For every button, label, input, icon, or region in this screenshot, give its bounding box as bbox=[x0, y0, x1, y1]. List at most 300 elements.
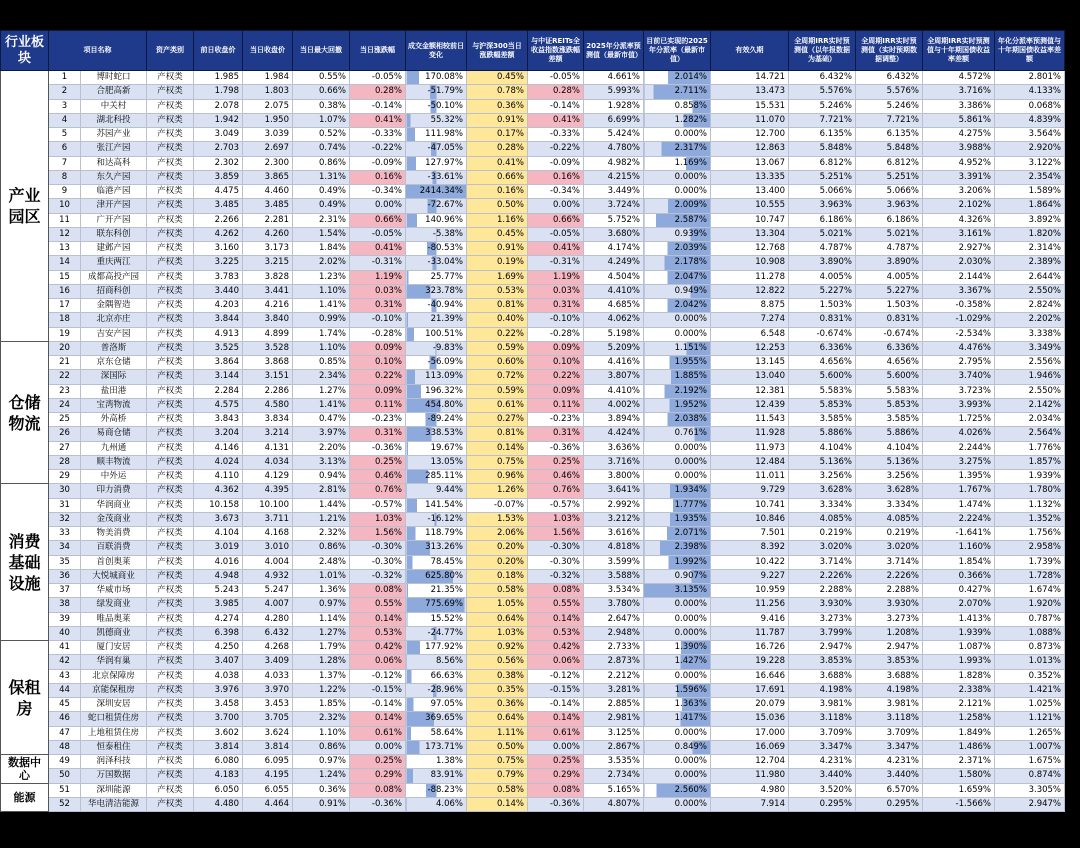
cell-prev-close: 4.146 bbox=[194, 441, 243, 455]
cell-yield-forecast: 3.281% bbox=[584, 683, 644, 697]
cell-yield-spread: 1.756% bbox=[995, 527, 1065, 541]
cell-volume-change: -51.79% bbox=[406, 85, 467, 99]
cell-asset-class: 产权类 bbox=[147, 71, 194, 85]
cell-project-name: 万国数据 bbox=[81, 769, 147, 783]
cell-irr-realtime: 6.812% bbox=[856, 156, 923, 170]
cell-duration: 11.980 bbox=[711, 769, 789, 783]
cell-row-index: 16 bbox=[49, 284, 81, 298]
cell-irr-realtime: 4.085% bbox=[856, 512, 923, 526]
cell-duration: 10.959 bbox=[711, 584, 789, 598]
cell-close: 6.055 bbox=[243, 783, 293, 797]
cell-close: 4.268 bbox=[243, 641, 293, 655]
cell-project-name: 凯德商业 bbox=[81, 626, 147, 640]
cell-vs-reits-index: -0.34% bbox=[528, 185, 584, 199]
cell-yield-forecast: 5.752% bbox=[584, 213, 644, 227]
cell-yield-forecast: 2.647% bbox=[584, 612, 644, 626]
cell-asset-class: 产权类 bbox=[147, 85, 194, 99]
cell-project-name: 华电清洁能源 bbox=[81, 797, 147, 811]
cell-prev-close: 4.262 bbox=[194, 227, 243, 241]
cell-yield-realized: 0.761% bbox=[644, 427, 711, 441]
cell-yield-spread: 2.920% bbox=[995, 142, 1065, 156]
cell-asset-class: 产权类 bbox=[147, 398, 194, 412]
cell-yield-realized: 2.042% bbox=[644, 299, 711, 313]
cell-yield-spread: 2.801% bbox=[995, 71, 1065, 85]
cell-project-name: 北京保障房 bbox=[81, 669, 147, 683]
cell-yield-realized: 2.317% bbox=[644, 142, 711, 156]
cell-row-index: 39 bbox=[49, 612, 81, 626]
cell-asset-class: 产权类 bbox=[147, 413, 194, 427]
cell-prev-close: 4.183 bbox=[194, 769, 243, 783]
cell-change: -0.30% bbox=[350, 541, 406, 555]
cell-irr-annual: 4.787% bbox=[789, 242, 856, 256]
cell-yield-forecast: 3.780% bbox=[584, 598, 644, 612]
cell-vs-csi300: 0.91% bbox=[467, 113, 528, 127]
cell-change: 1.03% bbox=[350, 512, 406, 526]
cell-yield-forecast: 2.212% bbox=[584, 669, 644, 683]
cell-asset-class: 产权类 bbox=[147, 541, 194, 555]
cell-irr-realtime: 3.118% bbox=[856, 712, 923, 726]
table-row bbox=[1, 170, 1065, 184]
cell-yield-spread: 1.589% bbox=[995, 185, 1065, 199]
table-row bbox=[1, 242, 1065, 256]
cell-irr-annual: 3.981% bbox=[789, 698, 856, 712]
cell-yield-forecast: 2.734% bbox=[584, 769, 644, 783]
cell-change: 0.11% bbox=[350, 398, 406, 412]
cell-duration: 10.747 bbox=[711, 213, 789, 227]
cell-vs-csi300: 0.92% bbox=[467, 641, 528, 655]
cell-max-drawdown: 2.32% bbox=[293, 712, 350, 726]
cell-yield-forecast: 5.165% bbox=[584, 783, 644, 797]
sector-label: 产业园区 bbox=[1, 71, 49, 342]
cell-close: 3.215 bbox=[243, 256, 293, 270]
cell-change: -0.05% bbox=[350, 71, 406, 85]
cell-yield-forecast: 2.948% bbox=[584, 626, 644, 640]
cell-asset-class: 产权类 bbox=[147, 199, 194, 213]
cell-volume-change: -24.77% bbox=[406, 626, 467, 640]
cell-vs-csi300: 2.06% bbox=[467, 527, 528, 541]
cell-yield-realized: 2.560% bbox=[644, 783, 711, 797]
cell-yield-forecast: 5.209% bbox=[584, 341, 644, 355]
cell-change: -0.05% bbox=[350, 227, 406, 241]
cell-yield-realized: 2.047% bbox=[644, 270, 711, 284]
cell-yield-forecast: 4.685% bbox=[584, 299, 644, 313]
cell-irr-spread: 3.386% bbox=[923, 99, 995, 113]
table-row bbox=[1, 128, 1065, 142]
cell-change: -0.36% bbox=[350, 797, 406, 811]
cell-irr-spread: 3.740% bbox=[923, 370, 995, 384]
table-row bbox=[1, 698, 1065, 712]
cell-yield-forecast: 4.416% bbox=[584, 356, 644, 370]
cell-close: 3.453 bbox=[243, 698, 293, 712]
cell-irr-annual: 3.273% bbox=[789, 612, 856, 626]
cell-change: -0.57% bbox=[350, 498, 406, 512]
cell-yield-forecast: 4.215% bbox=[584, 170, 644, 184]
cell-vs-csi300: 0.91% bbox=[467, 242, 528, 256]
cell-row-index: 8 bbox=[49, 170, 81, 184]
cell-irr-annual: 3.347% bbox=[789, 740, 856, 754]
cell-yield-forecast: 1.928% bbox=[584, 99, 644, 113]
cell-prev-close: 6.050 bbox=[194, 783, 243, 797]
cell-close: 5.247 bbox=[243, 584, 293, 598]
cell-project-name: 大悦城商业 bbox=[81, 569, 147, 583]
cell-irr-spread: 1.160% bbox=[923, 541, 995, 555]
cell-vs-csi300: 0.81% bbox=[467, 427, 528, 441]
cell-row-index: 21 bbox=[49, 356, 81, 370]
cell-asset-class: 产权类 bbox=[147, 555, 194, 569]
cell-yield-forecast: 4.002% bbox=[584, 398, 644, 412]
table-row bbox=[1, 398, 1065, 412]
cell-project-name: 招商科创 bbox=[81, 284, 147, 298]
cell-vs-reits-index: 0.14% bbox=[528, 712, 584, 726]
cell-irr-spread: 3.723% bbox=[923, 384, 995, 398]
cell-close: 3.868 bbox=[243, 356, 293, 370]
cell-volume-change: 113.09% bbox=[406, 370, 467, 384]
cell-yield-realized: 0.949% bbox=[644, 284, 711, 298]
cell-irr-annual: 3.930% bbox=[789, 598, 856, 612]
cell-irr-annual: 5.576% bbox=[789, 85, 856, 99]
cell-yield-forecast: 4.780% bbox=[584, 142, 644, 156]
cell-yield-realized: 2.587% bbox=[644, 213, 711, 227]
cell-irr-annual: 5.066% bbox=[789, 185, 856, 199]
cell-duration: 17.000 bbox=[711, 726, 789, 740]
cell-vs-csi300: 0.59% bbox=[467, 384, 528, 398]
cell-change: 0.16% bbox=[350, 170, 406, 184]
cell-yield-realized: 3.135% bbox=[644, 584, 711, 598]
cell-irr-realtime: 3.347% bbox=[856, 740, 923, 754]
cell-volume-change: 55.32% bbox=[406, 113, 467, 127]
table-row bbox=[1, 413, 1065, 427]
table-row bbox=[1, 113, 1065, 127]
cell-vs-csi300: 0.41% bbox=[467, 156, 528, 170]
cell-irr-spread: -2.534% bbox=[923, 327, 995, 341]
cell-duration: 8.392 bbox=[711, 541, 789, 555]
cell-irr-spread: 2.927% bbox=[923, 242, 995, 256]
cell-project-name: 中外运 bbox=[81, 470, 147, 484]
cell-max-drawdown: 1.37% bbox=[293, 669, 350, 683]
cell-volume-change: 58.64% bbox=[406, 726, 467, 740]
cell-vs-csi300: 0.45% bbox=[467, 71, 528, 85]
cell-project-name: 金茂商业 bbox=[81, 512, 147, 526]
cell-volume-change: 21.39% bbox=[406, 313, 467, 327]
cell-vs-csi300: 0.96% bbox=[467, 470, 528, 484]
cell-asset-class: 产权类 bbox=[147, 370, 194, 384]
table-row bbox=[1, 384, 1065, 398]
cell-duration: 13.335 bbox=[711, 170, 789, 184]
cell-max-drawdown: 2.81% bbox=[293, 484, 350, 498]
cell-yield-realized: 0.000% bbox=[644, 455, 711, 469]
table-row bbox=[1, 755, 1065, 769]
cell-vs-reits-index: 0.61% bbox=[528, 726, 584, 740]
cell-vs-reits-index: 0.31% bbox=[528, 427, 584, 441]
cell-row-index: 40 bbox=[49, 626, 81, 640]
cell-close: 3.485 bbox=[243, 199, 293, 213]
cell-yield-forecast: 3.894% bbox=[584, 413, 644, 427]
cell-vs-csi300: 0.58% bbox=[467, 584, 528, 598]
cell-irr-spread: 2.121% bbox=[923, 698, 995, 712]
cell-prev-close: 4.016 bbox=[194, 555, 243, 569]
cell-yield-spread: 1.088% bbox=[995, 626, 1065, 640]
cell-change: 0.46% bbox=[350, 470, 406, 484]
cell-vs-csi300: 0.36% bbox=[467, 698, 528, 712]
cell-yield-spread: 2.824% bbox=[995, 299, 1065, 313]
cell-prev-close: 4.274 bbox=[194, 612, 243, 626]
cell-max-drawdown: 2.34% bbox=[293, 370, 350, 384]
cell-yield-spread: 3.305% bbox=[995, 783, 1065, 797]
cell-duration: 7.501 bbox=[711, 527, 789, 541]
cell-yield-forecast: 3.599% bbox=[584, 555, 644, 569]
table-body bbox=[1, 71, 1065, 812]
cell-irr-annual: 1.503% bbox=[789, 299, 856, 313]
cell-max-drawdown: 0.97% bbox=[293, 598, 350, 612]
header-irr-annual: 全周期IRR实时预测值（以年报数据为基础） bbox=[789, 31, 856, 71]
cell-yield-realized: 1.417% bbox=[644, 712, 711, 726]
cell-irr-spread: 4.326% bbox=[923, 213, 995, 227]
cell-vs-csi300: 0.59% bbox=[467, 341, 528, 355]
cell-volume-change: 140.96% bbox=[406, 213, 467, 227]
cell-change: 0.28% bbox=[350, 85, 406, 99]
cell-max-drawdown: 0.99% bbox=[293, 313, 350, 327]
cell-yield-realized: 2.038% bbox=[644, 413, 711, 427]
sector-label: 数据中心 bbox=[1, 755, 49, 784]
cell-project-name: 建邺产园 bbox=[81, 242, 147, 256]
cell-irr-annual: 5.600% bbox=[789, 370, 856, 384]
cell-prev-close: 3.844 bbox=[194, 313, 243, 327]
cell-irr-realtime: 4.231% bbox=[856, 755, 923, 769]
cell-asset-class: 产权类 bbox=[147, 598, 194, 612]
cell-yield-spread: 1.864% bbox=[995, 199, 1065, 213]
cell-row-index: 23 bbox=[49, 384, 81, 398]
cell-row-index: 28 bbox=[49, 455, 81, 469]
cell-row-index: 5 bbox=[49, 128, 81, 142]
cell-max-drawdown: 1.10% bbox=[293, 284, 350, 298]
cell-yield-spread: 2.947% bbox=[995, 797, 1065, 811]
cell-irr-spread: 3.988% bbox=[923, 142, 995, 156]
cell-duration: 11.278 bbox=[711, 270, 789, 284]
cell-yield-spread: 2.550% bbox=[995, 384, 1065, 398]
table-row bbox=[1, 783, 1065, 797]
cell-project-name: 印力消费 bbox=[81, 484, 147, 498]
cell-irr-realtime: 3.853% bbox=[856, 655, 923, 669]
cell-yield-spread: 1.857% bbox=[995, 455, 1065, 469]
cell-vs-reits-index: -0.09% bbox=[528, 156, 584, 170]
cell-duration: 12.704 bbox=[711, 755, 789, 769]
cell-prev-close: 6.080 bbox=[194, 755, 243, 769]
cell-volume-change: 111.98% bbox=[406, 128, 467, 142]
cell-irr-realtime: 5.066% bbox=[856, 185, 923, 199]
cell-close: 3.151 bbox=[243, 370, 293, 384]
cell-yield-forecast: 3.616% bbox=[584, 527, 644, 541]
cell-asset-class: 产权类 bbox=[147, 242, 194, 256]
cell-vs-reits-index: 0.09% bbox=[528, 384, 584, 398]
table-row bbox=[1, 299, 1065, 313]
cell-vs-reits-index: -0.14% bbox=[528, 698, 584, 712]
cell-duration: 10.846 bbox=[711, 512, 789, 526]
cell-prev-close: 3.019 bbox=[194, 541, 243, 555]
cell-project-name: 宝湾物流 bbox=[81, 398, 147, 412]
cell-yield-spread: 2.564% bbox=[995, 427, 1065, 441]
cell-prev-close: 4.475 bbox=[194, 185, 243, 199]
cell-yield-realized: 1.952% bbox=[644, 398, 711, 412]
table-row bbox=[1, 227, 1065, 241]
cell-change: 0.25% bbox=[350, 755, 406, 769]
cell-project-name: 物美消费 bbox=[81, 527, 147, 541]
header-prev-close: 前日收盘价 bbox=[194, 31, 243, 71]
cell-irr-spread: 4.026% bbox=[923, 427, 995, 441]
cell-max-drawdown: 1.24% bbox=[293, 769, 350, 783]
table-row bbox=[1, 555, 1065, 569]
cell-duration: 13.304 bbox=[711, 227, 789, 241]
cell-asset-class: 产权类 bbox=[147, 256, 194, 270]
cell-asset-class: 产权类 bbox=[147, 356, 194, 370]
cell-prev-close: 2.284 bbox=[194, 384, 243, 398]
table-row bbox=[1, 740, 1065, 754]
cell-irr-annual: 3.585% bbox=[789, 413, 856, 427]
cell-irr-annual: 4.656% bbox=[789, 356, 856, 370]
cell-duration: 12.484 bbox=[711, 455, 789, 469]
table-row bbox=[1, 498, 1065, 512]
cell-change: -0.09% bbox=[350, 156, 406, 170]
cell-yield-forecast: 4.062% bbox=[584, 313, 644, 327]
table-row bbox=[1, 256, 1065, 270]
cell-duration: 11.928 bbox=[711, 427, 789, 441]
cell-duration: 16.646 bbox=[711, 669, 789, 683]
cell-max-drawdown: 1.01% bbox=[293, 569, 350, 583]
cell-asset-class: 产权类 bbox=[147, 584, 194, 598]
cell-change: 0.41% bbox=[350, 242, 406, 256]
cell-vs-reits-index: 0.22% bbox=[528, 370, 584, 384]
cell-row-index: 42 bbox=[49, 655, 81, 669]
cell-prev-close: 3.525 bbox=[194, 341, 243, 355]
cell-prev-close: 4.250 bbox=[194, 641, 243, 655]
table-row bbox=[1, 626, 1065, 640]
cell-irr-spread: 2.244% bbox=[923, 441, 995, 455]
cell-volume-change: 454.80% bbox=[406, 398, 467, 412]
cell-asset-class: 产权类 bbox=[147, 327, 194, 341]
cell-irr-realtime: 2.947% bbox=[856, 641, 923, 655]
header-irr-realtime: 全周期IRR实时预测值（实时预期数据调整） bbox=[856, 31, 923, 71]
cell-irr-realtime: 0.831% bbox=[856, 313, 923, 327]
cell-row-index: 52 bbox=[49, 797, 81, 811]
cell-yield-spread: 1.776% bbox=[995, 441, 1065, 455]
cell-yield-realized: 2.711% bbox=[644, 85, 711, 99]
cell-max-drawdown: 0.55% bbox=[293, 71, 350, 85]
cell-volume-change: 83.91% bbox=[406, 769, 467, 783]
cell-irr-realtime: 3.334% bbox=[856, 498, 923, 512]
cell-duration: 9.227 bbox=[711, 569, 789, 583]
cell-max-drawdown: 0.47% bbox=[293, 413, 350, 427]
cell-close: 3.970 bbox=[243, 683, 293, 697]
cell-duration: 8.875 bbox=[711, 299, 789, 313]
cell-prev-close: 1.985 bbox=[194, 71, 243, 85]
cell-change: -0.30% bbox=[350, 555, 406, 569]
cell-change: 0.00% bbox=[350, 199, 406, 213]
cell-max-drawdown: 1.54% bbox=[293, 227, 350, 241]
cell-project-name: 中关村 bbox=[81, 99, 147, 113]
cell-vs-csi300: 0.18% bbox=[467, 569, 528, 583]
cell-max-drawdown: 2.31% bbox=[293, 213, 350, 227]
cell-project-name: 百联消费 bbox=[81, 541, 147, 555]
cell-vs-reits-index: 0.14% bbox=[528, 612, 584, 626]
table-row bbox=[1, 213, 1065, 227]
cell-vs-csi300: 0.81% bbox=[467, 299, 528, 313]
cell-max-drawdown: 3.97% bbox=[293, 427, 350, 441]
cell-row-index: 31 bbox=[49, 498, 81, 512]
cell-project-name: 湖北科投 bbox=[81, 113, 147, 127]
cell-yield-forecast: 4.807% bbox=[584, 797, 644, 811]
cell-volume-change: 625.80% bbox=[406, 569, 467, 583]
cell-volume-change: 8.56% bbox=[406, 655, 467, 669]
cell-irr-realtime: 2.226% bbox=[856, 569, 923, 583]
cell-yield-realized: 0.000% bbox=[644, 128, 711, 142]
cell-irr-realtime: 4.005% bbox=[856, 270, 923, 284]
cell-row-index: 24 bbox=[49, 398, 81, 412]
cell-irr-annual: 6.432% bbox=[789, 71, 856, 85]
cell-yield-spread: 2.354% bbox=[995, 170, 1065, 184]
cell-yield-spread: 1.013% bbox=[995, 655, 1065, 669]
cell-asset-class: 产权类 bbox=[147, 698, 194, 712]
cell-volume-change: 1.38% bbox=[406, 755, 467, 769]
cell-vs-reits-index: -0.36% bbox=[528, 797, 584, 811]
cell-volume-change: 170.08% bbox=[406, 71, 467, 85]
cell-change: -0.23% bbox=[350, 413, 406, 427]
cell-vs-csi300: 0.14% bbox=[467, 441, 528, 455]
cell-asset-class: 产权类 bbox=[147, 113, 194, 127]
cell-vs-reits-index: 0.03% bbox=[528, 284, 584, 298]
cell-irr-realtime: 4.787% bbox=[856, 242, 923, 256]
cell-irr-spread: -1.566% bbox=[923, 797, 995, 811]
cell-yield-realized: 1.885% bbox=[644, 370, 711, 384]
cell-volume-change: 338.53% bbox=[406, 427, 467, 441]
cell-yield-forecast: 2.992% bbox=[584, 498, 644, 512]
cell-duration: 10.741 bbox=[711, 498, 789, 512]
cell-volume-change: -88.23% bbox=[406, 783, 467, 797]
cell-irr-annual: 3.520% bbox=[789, 783, 856, 797]
cell-yield-spread: 2.142% bbox=[995, 398, 1065, 412]
cell-prev-close: 2.302 bbox=[194, 156, 243, 170]
table-row bbox=[1, 185, 1065, 199]
cell-irr-realtime: 3.273% bbox=[856, 612, 923, 626]
cell-duration: 10.555 bbox=[711, 199, 789, 213]
cell-volume-change: 78.45% bbox=[406, 555, 467, 569]
cell-irr-spread: 4.275% bbox=[923, 128, 995, 142]
cell-change: 0.09% bbox=[350, 384, 406, 398]
table-row bbox=[1, 313, 1065, 327]
cell-irr-realtime: 4.656% bbox=[856, 356, 923, 370]
cell-duration: 16.726 bbox=[711, 641, 789, 655]
table-row bbox=[1, 85, 1065, 99]
table-row bbox=[1, 569, 1065, 583]
cell-vs-csi300: 0.64% bbox=[467, 712, 528, 726]
cell-irr-annual: 5.886% bbox=[789, 427, 856, 441]
cell-irr-annual: 2.226% bbox=[789, 569, 856, 583]
sector-label: 消费基础设施 bbox=[1, 484, 49, 641]
cell-irr-annual: 3.799% bbox=[789, 626, 856, 640]
cell-max-drawdown: 0.85% bbox=[293, 356, 350, 370]
cell-close: 4.580 bbox=[243, 398, 293, 412]
cell-irr-spread: 1.258% bbox=[923, 712, 995, 726]
cell-irr-realtime: 5.136% bbox=[856, 455, 923, 469]
cell-row-index: 38 bbox=[49, 598, 81, 612]
cell-max-drawdown: 1.14% bbox=[293, 612, 350, 626]
cell-yield-forecast: 3.212% bbox=[584, 512, 644, 526]
cell-max-drawdown: 0.86% bbox=[293, 541, 350, 555]
cell-irr-spread: 1.993% bbox=[923, 655, 995, 669]
cell-project-name: 华润有巢 bbox=[81, 655, 147, 669]
cell-vs-csi300: 0.64% bbox=[467, 612, 528, 626]
cell-asset-class: 产权类 bbox=[147, 484, 194, 498]
cell-vs-reits-index: 0.00% bbox=[528, 740, 584, 754]
cell-yield-realized: 0.939% bbox=[644, 227, 711, 241]
